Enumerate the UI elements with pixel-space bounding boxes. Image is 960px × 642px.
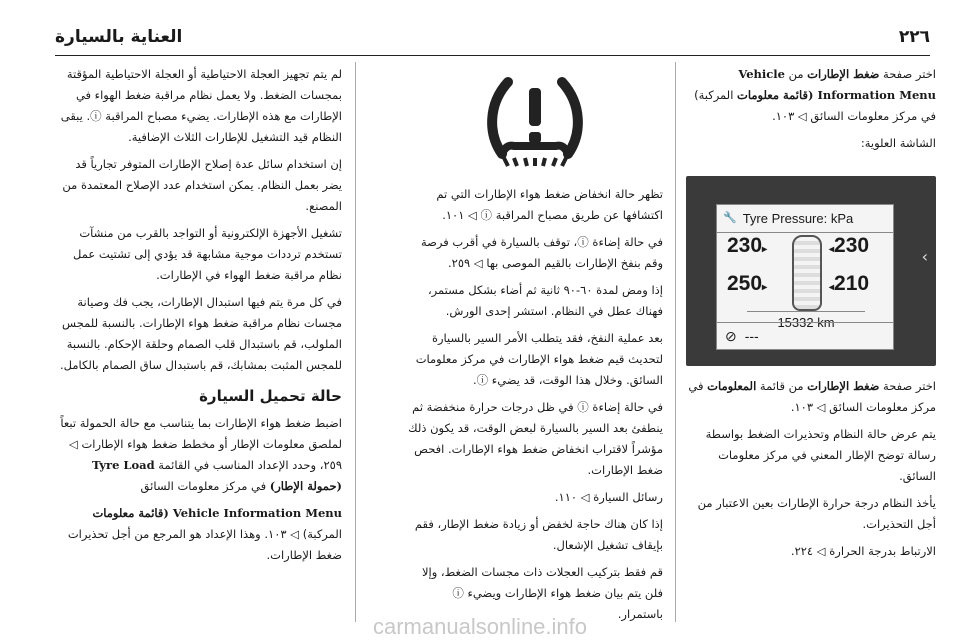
odometer: 15332 km — [747, 311, 865, 333]
paragraph: إذا كان هناك حاجة لخفض أو زيادة ضغط الإطار، فقم بإيقاف تشغيل الإشعال. — [414, 517, 663, 552]
header-rule — [55, 55, 930, 56]
paragraph: يتم عرض حالة النظام وتحذيرات الضغط بواسطة رسالة توضح الإطار المعني في مركز معلومات السائق. — [705, 427, 936, 483]
paragraph — [686, 376, 936, 418]
page-number: ٢٢٦ — [898, 27, 930, 47]
section-heading: حالة تحميل السيارة — [199, 387, 342, 405]
text: اختر صفحة — [879, 379, 936, 393]
wrench-icon: 🔧 — [723, 212, 737, 224]
car-outline-icon — [792, 235, 822, 311]
tyre-front-right: ◂230 — [829, 234, 870, 257]
paragraph: الارتباط بدرجة الحرارة ◁ ٢٢٤. — [790, 544, 936, 558]
paragraph: لم يتم تجهيز العجلة الاحتياطية أو العجلة الاحتياطية المؤقتة بمجسات الضغط. ولا يعمل نظام مراقبة ضغط الهواء في الإطارات مع هذه الإطارات. يضيء مصباح المراقبة ⓘ. يبقى النظام قيد التشغيل للإطارات الثلاث الإضافية. — [60, 67, 342, 144]
text: في مركز معلومات السائق — [140, 479, 270, 493]
paragraph — [56, 503, 342, 566]
tyre-rear-left: 250▸ — [727, 272, 768, 295]
menu-name: Tyre Load — [92, 458, 155, 472]
paragraph: إذا ومض لمدة ٦٠-٩٠ ثانية ثم أضاء بشكل مستمر، فهناك عطل في النظام. استشر إحدى الورش. — [427, 283, 663, 318]
paragraph: يأخذ النظام درجة حرارة الإطارات بعين الاعتبار من أجل التحذيرات. — [697, 496, 936, 531]
paragraph — [56, 413, 342, 497]
tyre-pressure-display — [686, 176, 936, 366]
column-divider — [355, 62, 356, 622]
page-title: العناية بالسيارة — [55, 27, 183, 47]
status-text: --- — [744, 327, 759, 344]
column-left — [56, 64, 342, 572]
bold-text: (قائمة معلومات — [737, 88, 818, 102]
paragraph — [686, 64, 936, 127]
watermark: carmanualsonline.info — [372, 614, 588, 639]
paragraph: إن استخدام سائل عدة إصلاح الإطارات المتوفر تجارياً قد يضر بعمل النظام. يمكن استخدام عدد الإصلاح المعتمدة من المصنع. — [62, 157, 342, 213]
paragraph: في كل مرة يتم فيها استبدال الإطارات، يجب فك وصيانة مجسات نظام مراقبة ضغط هواء الإطارات. بالنسبة للمجس الملولب، قم باستبدال قلب الصمام وحلقة الإحكام. بالنسبة للمجس المثبت بمشابك، قم باستبدال ساق الصمام بالكامل. — [59, 295, 342, 372]
value: 250 — [727, 272, 763, 295]
text: اضبط ضغط هواء الإطارات بما يتناسب مع حالة الحمولة تبعاً لملصق معلومات الإطار أو مخطط ضغط هواء الإطارات ◁ ٢٥٩، وحدد الإعداد المناسب في القائمة — [60, 416, 342, 472]
tyre-rear-right: ◂210 — [829, 272, 870, 295]
chevron-left-icon: ‹ — [921, 247, 928, 266]
text: في مركز معلومات السائق ◁ ١٠٣. — [688, 379, 936, 414]
menu-name: Vehicle Information Menu — [172, 506, 342, 520]
text: المركبة) في مركز معلومات السائق ◁ ١٠٣. — [694, 88, 936, 123]
paragraph: الشاشة العلوية: — [860, 136, 936, 150]
bold-text: ضغط الإطارات — [807, 379, 880, 393]
bold-text: ضغط الإطارات — [807, 67, 880, 81]
text: المركبة) ◁ ١٠٣. وهذا الإعداد هو المرجع من أجل تحذيرات ضغط الإطارات. — [67, 527, 342, 562]
display-title — [717, 205, 893, 233]
tpms-warning-icon-svg — [480, 74, 590, 170]
paragraph: رسائل السيارة ◁ ١١٠. — [554, 490, 663, 504]
bold-text: (حمولة الإطار) — [269, 479, 342, 493]
paragraph: تظهر حالة انخفاض ضغط هواء الإطارات التي تم اكتشافها عن طريق مصباح المراقبة ⓘ ◁ ١٠١. — [436, 187, 663, 222]
text: اختر صفحة — [879, 67, 936, 81]
tyre-front-left: 230▸ — [727, 234, 768, 257]
display-title-text: Tyre Pressure: kPa — [742, 211, 854, 226]
bold-text: المعلومات — [707, 379, 757, 393]
paragraph: في حالة إضاءة ⓘ في ظل درجات حرارة منخفضة ثم ينطفئ بعد السير بالسيارة لبعض الوقت، قد يكون ذلك مؤشراً لاقتراب انخفاض ضغط هواء الإطارات. افحص ضغط الإطارات. — [408, 400, 663, 477]
value: 230 — [834, 234, 870, 257]
menu-name: Vehicle Information Menu — [738, 67, 936, 102]
text: من — [784, 67, 808, 81]
value: 210 — [834, 272, 870, 295]
column-middle — [407, 64, 663, 631]
bold-text: (قائمة معلومات — [92, 506, 173, 520]
text: من قائمة — [756, 379, 808, 393]
paragraph: في حالة إضاءة ⓘ، توقف بالسيارة في أقرب فرصة وقم بنفخ الإطارات بالقيم الموصى بها ◁ ٢٥٩. — [420, 235, 663, 270]
page-header — [55, 22, 930, 52]
tpms-warning-icon — [407, 74, 663, 170]
column-right — [686, 64, 936, 568]
column-divider — [675, 62, 676, 622]
paragraph: بعد عملية النفخ، فقد يتطلب الأمر السير بالسيارة لتحديث قيم ضغط هواء الإطارات في مركز معلومات السائق. وخلال هذا الوقت، قد يضيء ⓘ. — [415, 331, 663, 387]
service-icon: ⊘ — [725, 327, 737, 344]
display-panel — [716, 204, 894, 350]
display-bottom-bar — [717, 322, 893, 349]
paragraph: قم فقط بتركيب العجلات ذات مجسات الضغط، وإلا فلن يتم بيان ضغط هواء الإطارات ويضيء ⓘ باستمرار. — [421, 565, 663, 621]
paragraph: تشغيل الأجهزة الإلكترونية أو التواجد بالقرب من منشآت تستخدم ترددات موجية مشابهة قد يؤدي إلى تشتيت عمل نظام مراقبة ضغط الهواء في الإطارات. — [73, 226, 342, 282]
value: 230 — [727, 234, 763, 257]
